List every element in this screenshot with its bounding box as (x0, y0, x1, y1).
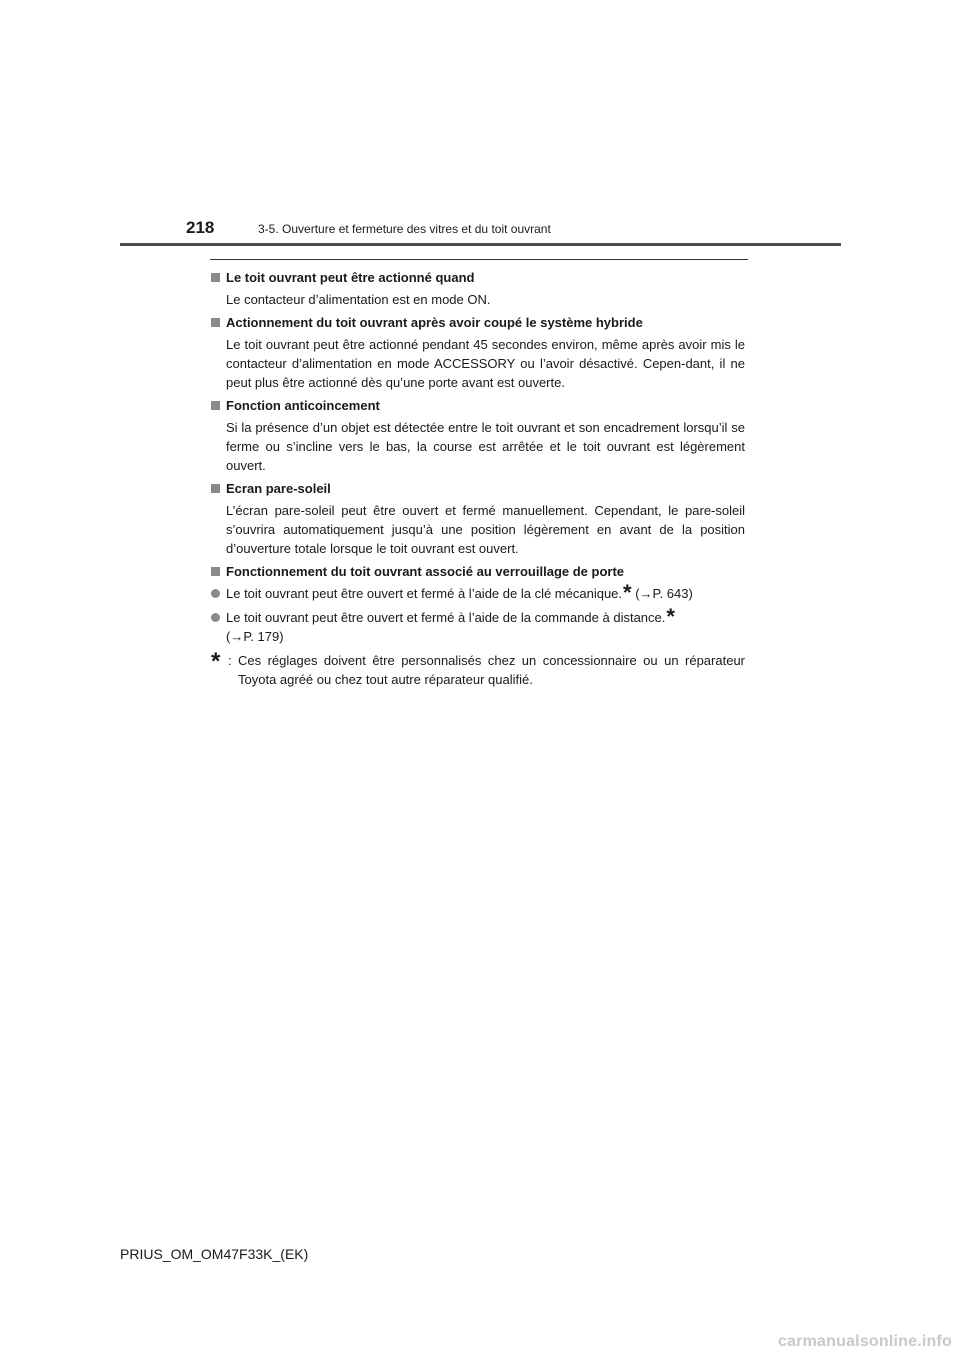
content-rule (210, 259, 748, 260)
footnote-colon: : (228, 653, 232, 668)
section-heading-text: Actionnement du toit ouvrant après avoir coupé le système hybride (226, 315, 643, 330)
square-bullet-icon (211, 484, 220, 493)
bullet-text: Le toit ouvrant peut être ouvert et fermé à l’aide de la commande à distance. (226, 610, 666, 625)
bullet-item (210, 580, 745, 605)
circle-bullet-icon (211, 589, 220, 598)
section-body: L’écran pare-soleil peut être ouvert et fermé manuellement. Cependant, le pare-soleil s’ouvrira automatiquement jusqu’à une position légèrement en avant de la position d’ouverture totale lorsque le toit ouvrant est ouvert. (226, 503, 745, 556)
square-bullet-icon (211, 318, 220, 327)
section-heading-text: Fonction anticoincement (226, 398, 380, 413)
section-title: 3-5. Ouverture et fermeture des vitres et du toit ouvrant (258, 222, 551, 236)
footer-doc-code: PRIUS_OM_OM47F33K_(EK) (120, 1246, 309, 1262)
section-item (210, 562, 745, 646)
footnote-text: Ces réglages doivent être personnalisés chez un concessionnaire ou un réparateur Toyota agréé ou chez tout autre réparateur qualifié. (238, 653, 745, 687)
bullet-item (210, 604, 745, 646)
square-bullet-icon (211, 401, 220, 410)
section-heading (210, 268, 745, 287)
circle-bullet-icon (211, 613, 220, 622)
asterisk-icon: * (623, 580, 632, 605)
page-reference-link[interactable]: (→P. 179) (226, 629, 284, 644)
page-reference-link[interactable]: (→P. 643) (635, 586, 693, 601)
asterisk-icon: * (666, 604, 675, 629)
section-body: Le toit ouvrant peut être actionné pendant 45 secondes environ, même après avoir mis le contacteur d’alimentation en mode ACCESSORY ou l’avoir désactivé. Cepen-dant, il ne peut plus être actionné dès qu’une porte avant est ouverte. (226, 337, 745, 390)
page-number: 218 (186, 218, 215, 237)
section-item (210, 268, 745, 309)
section-heading (210, 479, 745, 498)
section-heading (210, 562, 745, 581)
footnote (210, 648, 745, 689)
square-bullet-icon (211, 567, 220, 576)
section-heading-text: Ecran pare-soleil (226, 481, 331, 496)
content (210, 268, 745, 689)
section-body: Si la présence d’un objet est détectée entre le toit ouvrant et son encadrement lorsqu’il se ferme ou s’incline vers le bas, la course est arrêtée et le toit ouvrant est légèrement ouvert. (226, 420, 745, 473)
square-bullet-icon (211, 273, 220, 282)
watermark: carmanualsonline.info (777, 1333, 952, 1350)
section-item (210, 479, 745, 558)
section-body: Le contacteur d’alimentation est en mode ON. (226, 292, 491, 307)
bullet-text: Le toit ouvrant peut être ouvert et fermé à l’aide de la clé mécanique. (226, 586, 623, 601)
section-heading (210, 396, 745, 415)
section-heading-text: Fonctionnement du toit ouvrant associé au verrouillage de porte (226, 564, 625, 579)
section-item (210, 396, 745, 475)
footnote-asterisk-icon: * (211, 648, 221, 675)
section-item (210, 313, 745, 392)
section-heading (210, 313, 745, 332)
section-heading-text: Le toit ouvrant peut être actionné quand (226, 270, 475, 285)
header-rule (120, 243, 841, 246)
